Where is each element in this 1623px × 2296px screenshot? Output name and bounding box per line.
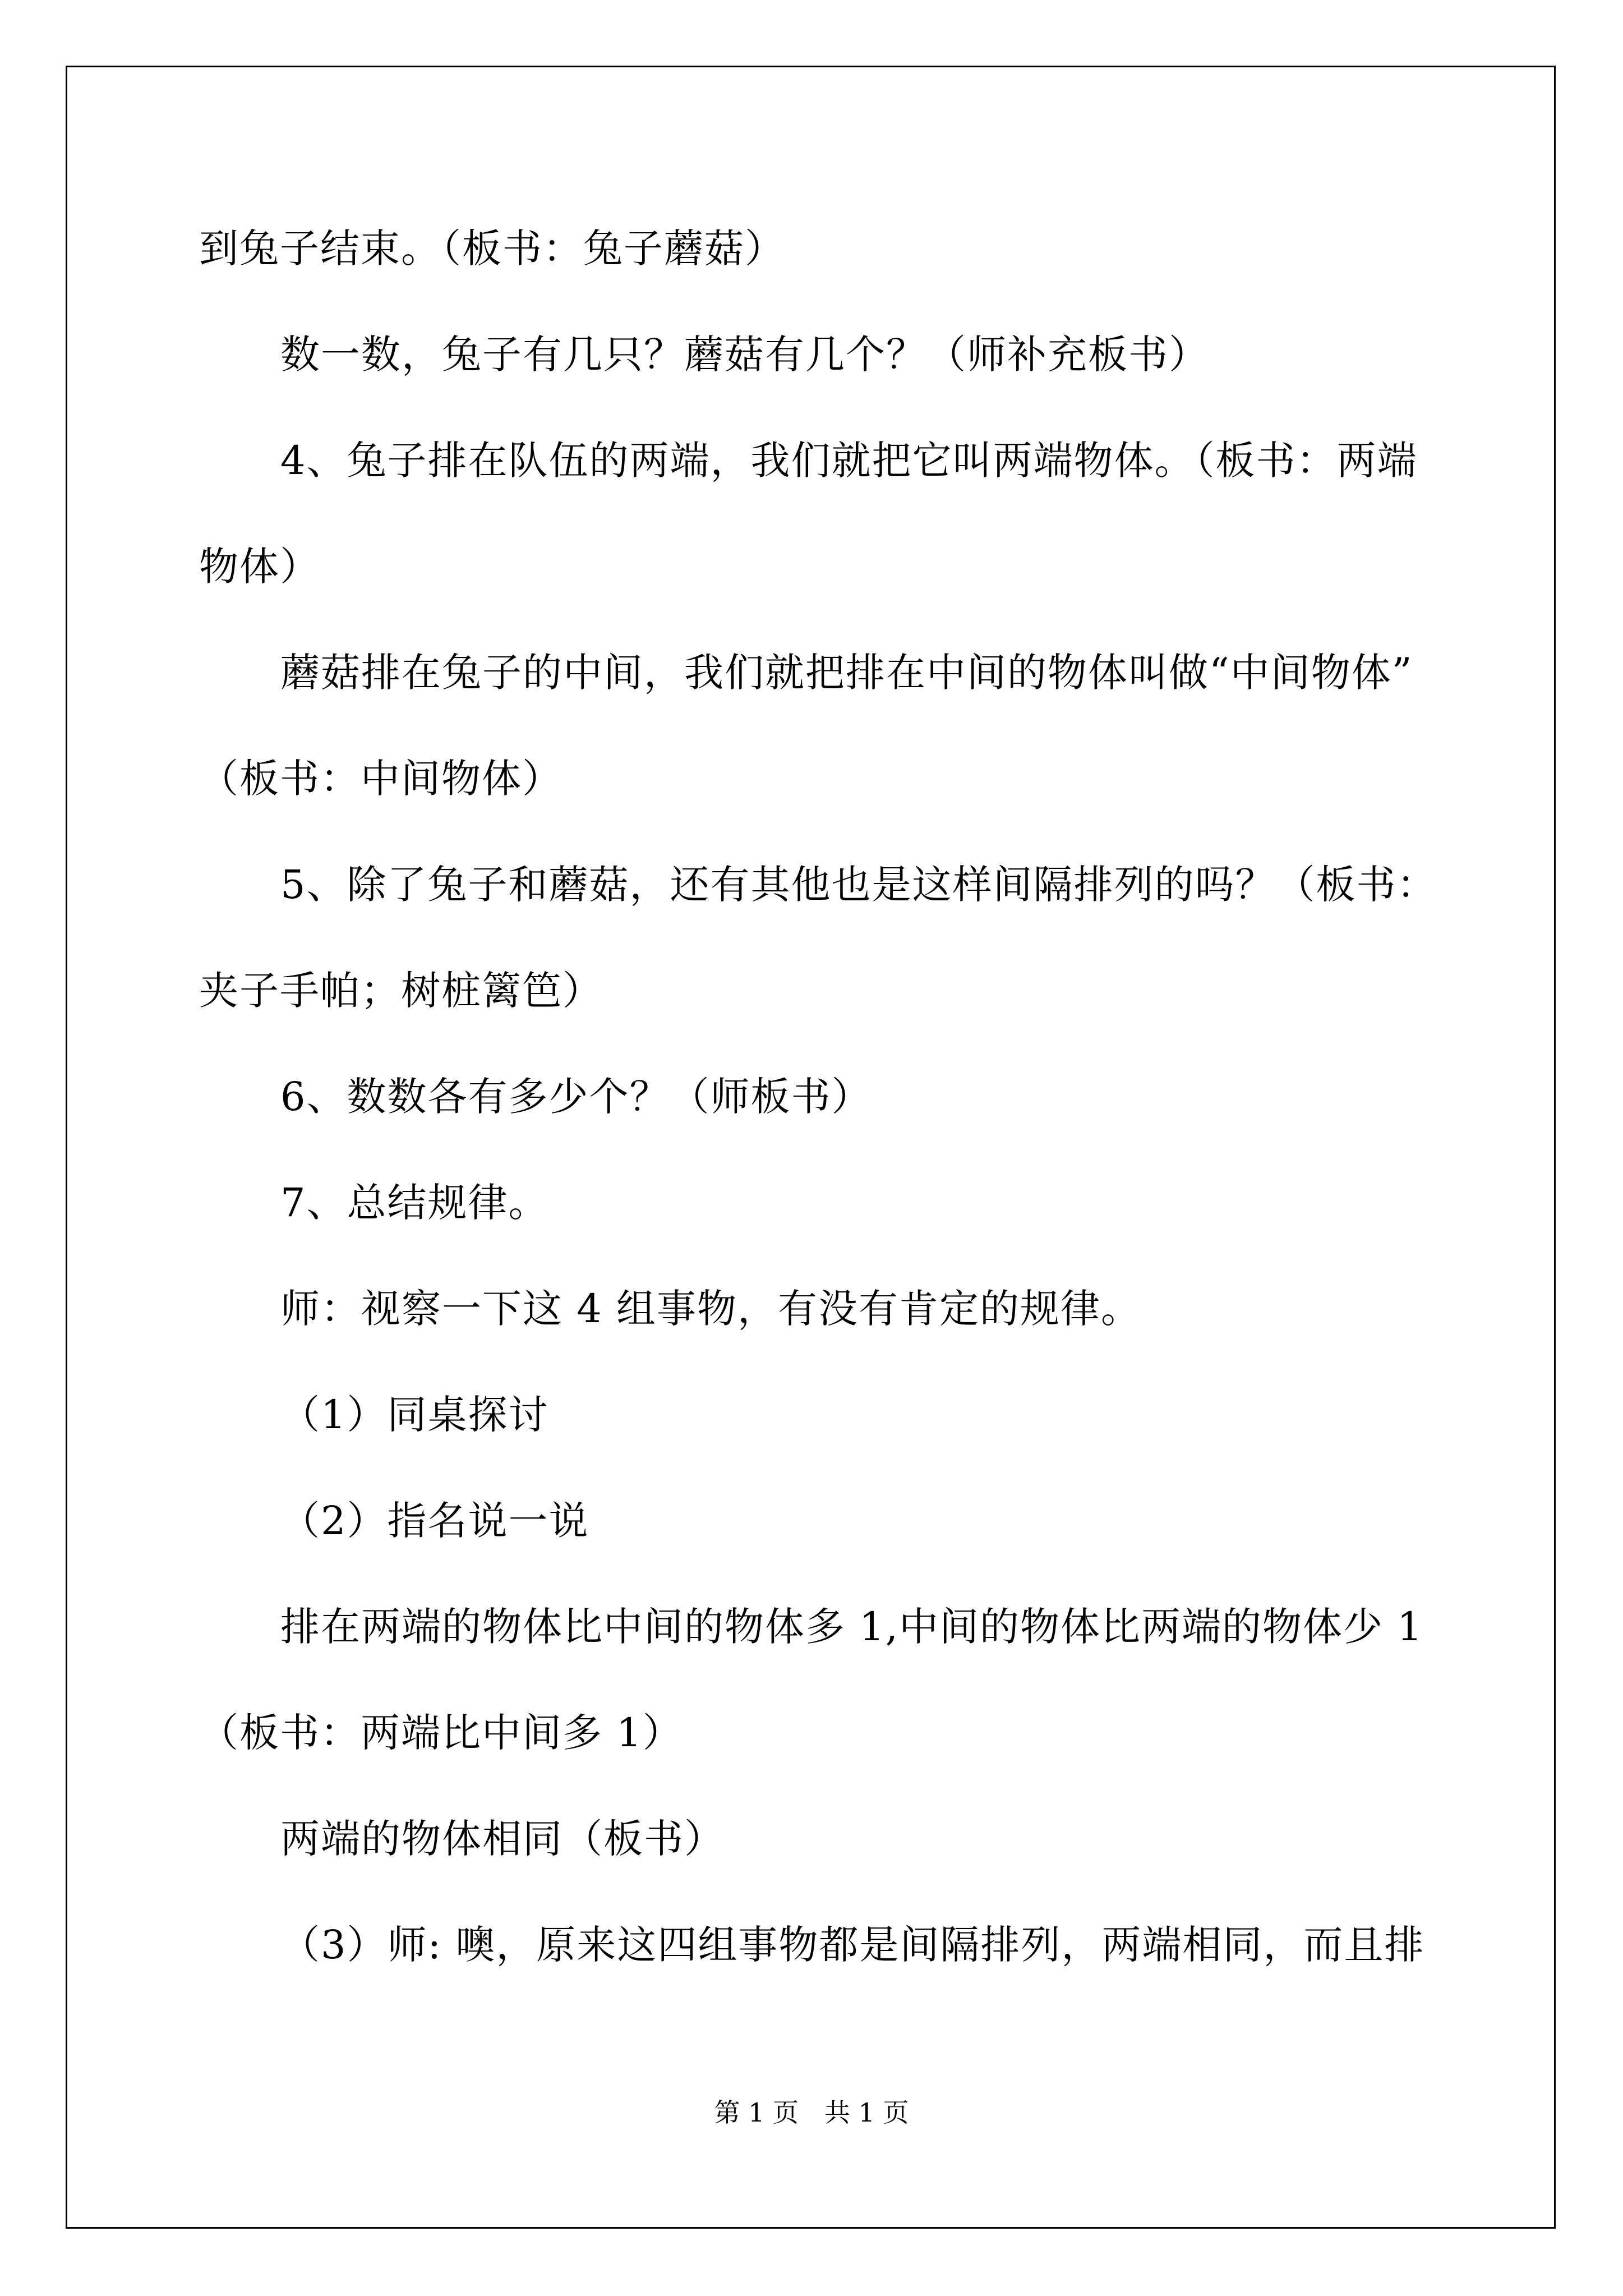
text-line: 物体） xyxy=(199,544,320,590)
text-line: （板书：中间物体） xyxy=(199,756,562,802)
text-line: 4、兔子排在队伍的两端，我们就把它叫两端物体。（板书：两端 xyxy=(280,438,1418,484)
text-line: （3）师: 噢，原来这四组事物都是间隔排列，两端相同，而且排 xyxy=(280,1922,1425,1968)
text-line: （板书：两端比中间多 1） xyxy=(199,1710,683,1756)
text-line: 到兔子结束。（板书：兔子蘑菇） xyxy=(199,226,785,272)
text-line: 蘑菇排在兔子的中间，我们就把排在中间的物体叫做“中间物体” xyxy=(280,650,1413,696)
text-line: 师：视察一下这 4 组事物，有没有肯定的规律。 xyxy=(280,1286,1142,1332)
text-line: 两端的物体相同（板书） xyxy=(280,1816,725,1862)
text-line: （1）同桌探讨 xyxy=(280,1392,549,1438)
text-line: 5、除了兔子和蘑菇，还有其他也是这样间隔排列的吗？（板书： xyxy=(280,862,1437,908)
text-line: 6、数数各有多少个？（师板书） xyxy=(280,1074,872,1120)
page-number-footer: 第 1 页 共 1 页 xyxy=(714,2097,909,2128)
text-line: 排在两端的物体比中间的物体多 1,中间的物体比两端的物体少 1 xyxy=(280,1604,1423,1650)
text-line: （2）指名说一说 xyxy=(280,1498,589,1544)
page-border xyxy=(66,66,1556,2229)
text-line: 夹子手帕；树桩篱笆） xyxy=(199,968,603,1014)
text-line: 数一数，兔子有几只？蘑菇有几个？（师补充板书） xyxy=(280,332,1209,378)
text-line: 7、总结规律。 xyxy=(280,1180,549,1226)
